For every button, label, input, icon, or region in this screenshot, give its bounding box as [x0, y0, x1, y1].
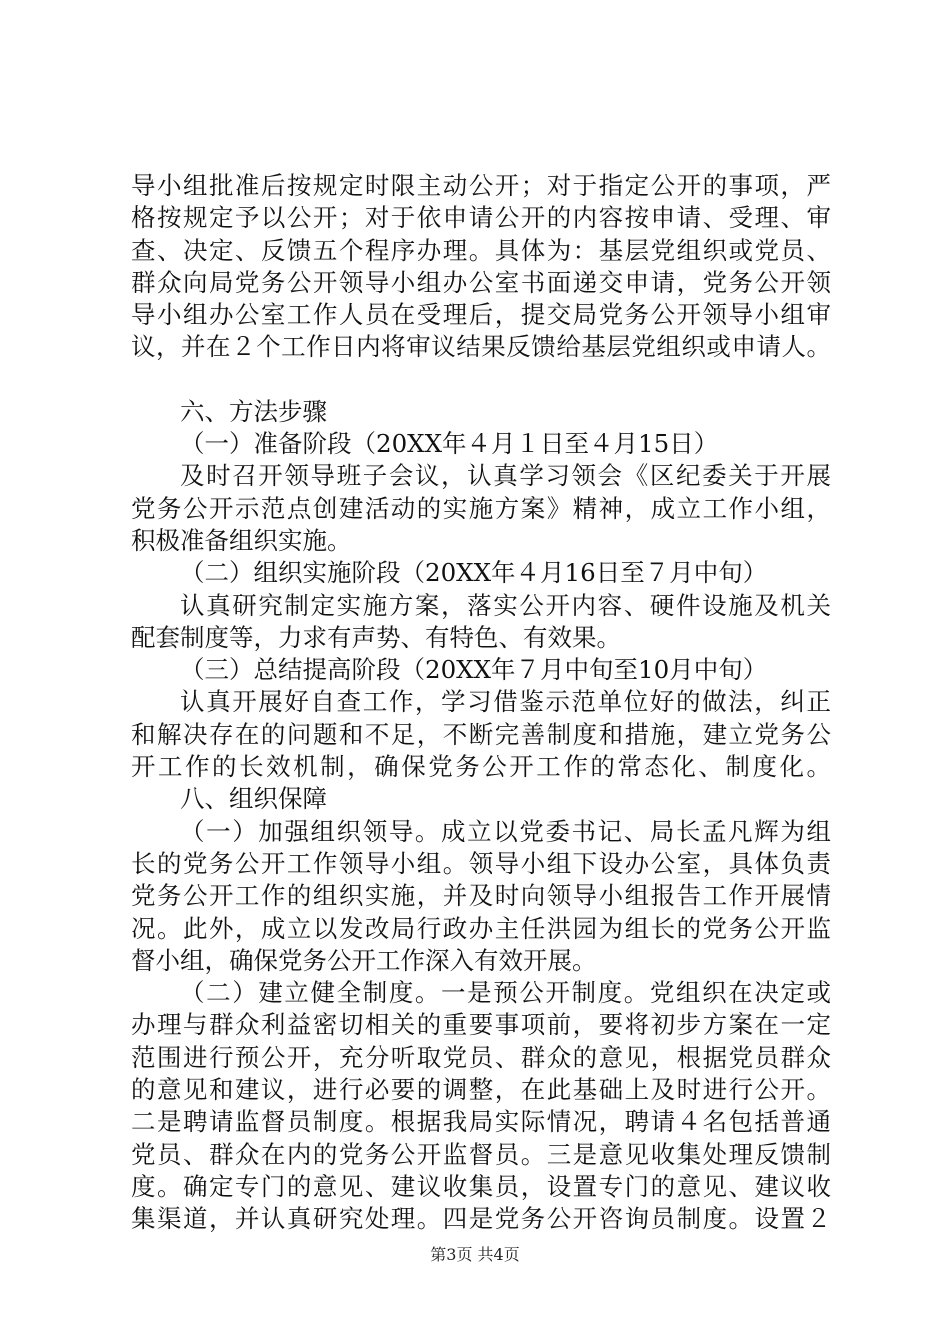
text-line: 度。确定专门的意见、建议收集员，设置专门的意见、建议收 — [131, 1171, 831, 1201]
text-line: 的意见和建议，进行必要的调整，在此基础上及时进行公开。 — [131, 1075, 831, 1105]
text-line: 况。此外，成立以发改局行政办主任洪园为组长的党务公开监 — [131, 913, 831, 943]
text-line: 范围进行预公开，充分听取党员、群众的意见，根据党员群众 — [131, 1042, 831, 1072]
text-line: （一）加强组织领导。成立以党委书记、局长孟凡辉为组 — [180, 816, 831, 846]
text-line: 积极准备组织实施。 — [131, 525, 352, 555]
text-line: 八、组织保障 — [180, 784, 327, 814]
text-line: 配套制度等，力求有声势、有特色、有效果。 — [131, 622, 621, 652]
text-line: 党员、群众在内的党务公开监督员。三是意见收集处理反馈制 — [131, 1139, 831, 1169]
text-line: （一）准备阶段（20XX年４月１日至４月15日） — [180, 429, 719, 459]
text-line: 长的党务公开工作领导小组。领导小组下设办公室，具体负责 — [131, 848, 831, 878]
text-line: 办理与群众利益密切相关的重要事项前，要将初步方案在一定 — [131, 1010, 831, 1040]
text-line: 格按规定予以公开；对于依申请公开的内容按申请、受理、审 — [131, 203, 831, 233]
text-line: 党务公开工作的组织实施，并及时向领导小组报告工作开展情 — [131, 881, 831, 911]
document-body — [131, 170, 831, 1236]
text-line: （三）总结提高阶段（20XX年７月中旬至10月中旬） — [180, 655, 768, 685]
text-line: 督小组，确保党务公开工作深入有效开展。 — [131, 945, 597, 975]
text-line: 认真研究制定实施方案，落实公开内容、硬件设施及机关 — [180, 590, 831, 620]
text-line: 导小组批准后按规定时限主动公开；对于指定公开的事项，严 — [131, 171, 831, 200]
text-line: 二是聘请监督员制度。根据我局实际情况，聘请４名包括普通 — [131, 1107, 831, 1137]
page-footer — [0, 1245, 950, 1265]
text-line: 及时召开领导班子会议，认真学习领会《区纪委关于开展 — [180, 461, 831, 491]
text-line: 议，并在２个工作日内将审议结果反馈给基层党组织或申请人。 — [131, 332, 831, 362]
text-line: 党务公开示范点创建活动的实施方案》精神，成立工作小组， — [131, 493, 831, 523]
text-line: 查、决定、反馈五个程序办理。具体为：基层党组织或党员、 — [131, 235, 831, 265]
text-line: 导小组办公室工作人员在受理后，提交局党务公开领导小组审 — [131, 300, 831, 330]
text-line: 群众向局党务公开领导小组办公室书面递交申请，党务公开领 — [131, 267, 831, 297]
text-line: （二）建立健全制度。一是预公开制度。党组织在决定或 — [180, 978, 831, 1008]
text-line: 六、方法步骤 — [180, 396, 327, 426]
text-line: 和解决存在的问题和不足，不断完善制度和措施，建立党务公 — [131, 719, 831, 749]
text-line: 开工作的长效机制，确保党务公开工作的常态化、制度化。 — [131, 752, 831, 782]
text-line: 认真开展好自查工作，学习借鉴示范单位好的做法，纠正 — [180, 687, 831, 717]
paragraph-gap — [131, 364, 831, 396]
page-number-label: 第3页 共4页 — [430, 1245, 520, 1264]
text-line: （二）组织实施阶段（20XX年４月16日至７月中旬） — [180, 558, 768, 588]
text-line: 集渠道，并认真研究处理。四是党务公开咨询员制度。设置２ — [131, 1204, 831, 1234]
